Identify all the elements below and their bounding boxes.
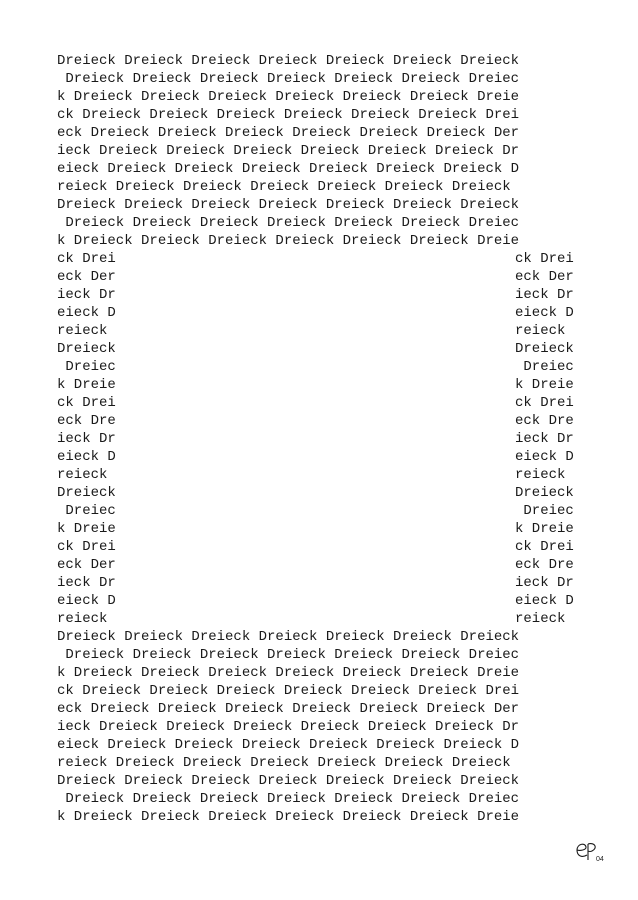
poem-line-left-fragment: ck Drei xyxy=(57,395,116,411)
poem-line: Dreieck Dreieck Dreieck Dreieck Dreieck Dreieck Dreiec xyxy=(57,71,520,87)
poem-line-right-fragment: eieck D xyxy=(515,593,574,609)
poem-line: k Dreieck Dreieck Dreieck Dreieck Dreieck Dreieck Dreie xyxy=(57,233,520,249)
poem-line-left-fragment: ck Drei xyxy=(57,539,116,555)
poem-line: eck Dreieck Dreieck Dreieck Dreieck Dreieck Dreieck Der xyxy=(57,125,520,141)
poem-line-left-fragment: Dreieck xyxy=(57,341,116,357)
poem-line-right-fragment: Dreiec xyxy=(515,503,574,519)
poem-line-left-fragment: ieck Dr xyxy=(57,431,116,447)
poem-line xyxy=(57,430,574,448)
poem-line xyxy=(57,268,574,286)
poem-line-left-fragment: eieck D xyxy=(57,593,116,609)
poem-line xyxy=(57,286,574,304)
poem-line: reieck Dreieck Dreieck Dreieck Dreieck Dreieck Dreieck xyxy=(57,179,511,195)
poem-line xyxy=(57,466,566,484)
poem-line-right-fragment: reieck xyxy=(515,611,566,627)
poem-line: eck Dreieck Dreieck Dreieck Dreieck Dreieck Dreieck Der xyxy=(57,701,520,717)
poem-line-left-fragment: eck Der xyxy=(57,269,116,285)
poem-line xyxy=(57,538,574,556)
poem-line-right-fragment: Dreieck xyxy=(515,485,574,501)
poem-line-right-fragment: k Dreie xyxy=(515,377,574,393)
poem-line: Dreieck Dreieck Dreieck Dreieck Dreieck Dreieck Dreieck xyxy=(57,773,520,789)
poem-line xyxy=(57,448,574,466)
poem-line-right-fragment: ieck Dr xyxy=(515,575,574,591)
poem-line-right-fragment: eieck D xyxy=(515,305,574,321)
poem-line xyxy=(57,592,574,610)
poem-line: ck Dreieck Dreieck Dreieck Dreieck Dreieck Dreieck Drei xyxy=(57,107,520,123)
poem-line: k Dreieck Dreieck Dreieck Dreieck Dreieck Dreieck Dreie xyxy=(57,665,520,681)
poem-line-right-fragment: ieck Dr xyxy=(515,287,574,303)
poem-line xyxy=(57,322,566,340)
poem-line xyxy=(57,358,574,376)
poem-line xyxy=(57,520,574,538)
poem-line: Dreieck Dreieck Dreieck Dreieck Dreieck Dreieck Dreieck xyxy=(57,197,520,213)
poem-line-right-fragment: eck Der xyxy=(515,269,574,285)
signature-year: 04 xyxy=(596,856,604,863)
poem-line xyxy=(57,556,574,574)
poem-line: ieck Dreieck Dreieck Dreieck Dreieck Dreieck Dreieck Dr xyxy=(57,143,520,159)
poem-line xyxy=(57,502,574,520)
poem-line-right-fragment: k Dreie xyxy=(515,521,574,537)
poem-line-left-fragment: reieck xyxy=(57,611,108,627)
signature-e-stroke xyxy=(577,844,587,856)
poem-line xyxy=(57,412,574,430)
poem-line-right-fragment: ck Drei xyxy=(515,539,574,555)
poem-line-right-fragment: ieck Dr xyxy=(515,431,574,447)
poem-line-left-fragment: eck Der xyxy=(57,557,116,573)
poem-line: Dreieck Dreieck Dreieck Dreieck Dreieck Dreieck Dreiec xyxy=(57,791,520,807)
poem-line: eieck Dreieck Dreieck Dreieck Dreieck Dreieck Dreieck D xyxy=(57,737,520,753)
poem-line-left-fragment: Dreiec xyxy=(57,359,116,375)
poem-line: k Dreieck Dreieck Dreieck Dreieck Dreieck Dreieck Dreie xyxy=(57,89,520,105)
poem-line-right-fragment: ck Drei xyxy=(515,395,574,411)
poem-line xyxy=(57,394,574,412)
poem-line-left-fragment: ieck Dr xyxy=(57,287,116,303)
poem-line-right-fragment: eieck D xyxy=(515,449,574,465)
poem-line xyxy=(57,250,574,268)
poem-line-left-fragment: Dreieck xyxy=(57,485,116,501)
poem-line: Dreieck Dreieck Dreieck Dreieck Dreieck Dreieck Dreieck xyxy=(57,629,520,645)
poem-line-left-fragment: ck Drei xyxy=(57,251,116,267)
poem-line-right-fragment: Dreiec xyxy=(515,359,574,375)
poem-line: Dreieck Dreieck Dreieck Dreieck Dreieck Dreieck Dreieck xyxy=(57,53,520,69)
poem-line xyxy=(57,376,574,394)
poem-line-left-fragment: eieck D xyxy=(57,305,116,321)
poem-line-left-fragment: Dreiec xyxy=(57,503,116,519)
poem-line xyxy=(57,340,574,358)
poem-line xyxy=(57,484,574,502)
poem-line: Dreieck Dreieck Dreieck Dreieck Dreieck Dreieck Dreiec xyxy=(57,647,520,663)
poem-line-right-fragment: reieck xyxy=(515,323,566,339)
signature-monogram xyxy=(572,836,606,864)
poem-line: k Dreieck Dreieck Dreieck Dreieck Dreieck Dreieck Dreie xyxy=(57,809,520,825)
poem-line: reieck Dreieck Dreieck Dreieck Dreieck Dreieck Dreieck xyxy=(57,755,511,771)
poem-line-left-fragment: reieck xyxy=(57,323,108,339)
poem-line-right-fragment: eck Dre xyxy=(515,413,574,429)
poem-line-left-fragment: eck Dre xyxy=(57,413,116,429)
poem-line-right-fragment: eck Dre xyxy=(515,557,574,573)
poem-line xyxy=(57,574,574,592)
poem-line-left-fragment: ieck Dr xyxy=(57,575,116,591)
poem-line-left-fragment: k Dreie xyxy=(57,377,116,393)
poem-line-right-fragment: reieck xyxy=(515,467,566,483)
poem-line xyxy=(57,304,574,322)
poem-line-left-fragment: k Dreie xyxy=(57,521,116,537)
poem-line-right-fragment: ck Drei xyxy=(515,251,574,267)
poem-line: Dreieck Dreieck Dreieck Dreieck Dreieck Dreieck Dreiec xyxy=(57,215,520,231)
poem-line: ck Dreieck Dreieck Dreieck Dreieck Dreieck Dreieck Drei xyxy=(57,683,520,699)
poem-line: ieck Dreieck Dreieck Dreieck Dreieck Dreieck Dreieck Dr xyxy=(57,719,520,735)
signature-p-stroke xyxy=(588,844,595,860)
poem-line-right-fragment: Dreieck xyxy=(515,341,574,357)
poem-line xyxy=(57,610,566,628)
poem-line: eieck Dreieck Dreieck Dreieck Dreieck Dreieck Dreieck D xyxy=(57,161,520,177)
poem-line-left-fragment: reieck xyxy=(57,467,108,483)
poem-line-left-fragment: eieck D xyxy=(57,449,116,465)
